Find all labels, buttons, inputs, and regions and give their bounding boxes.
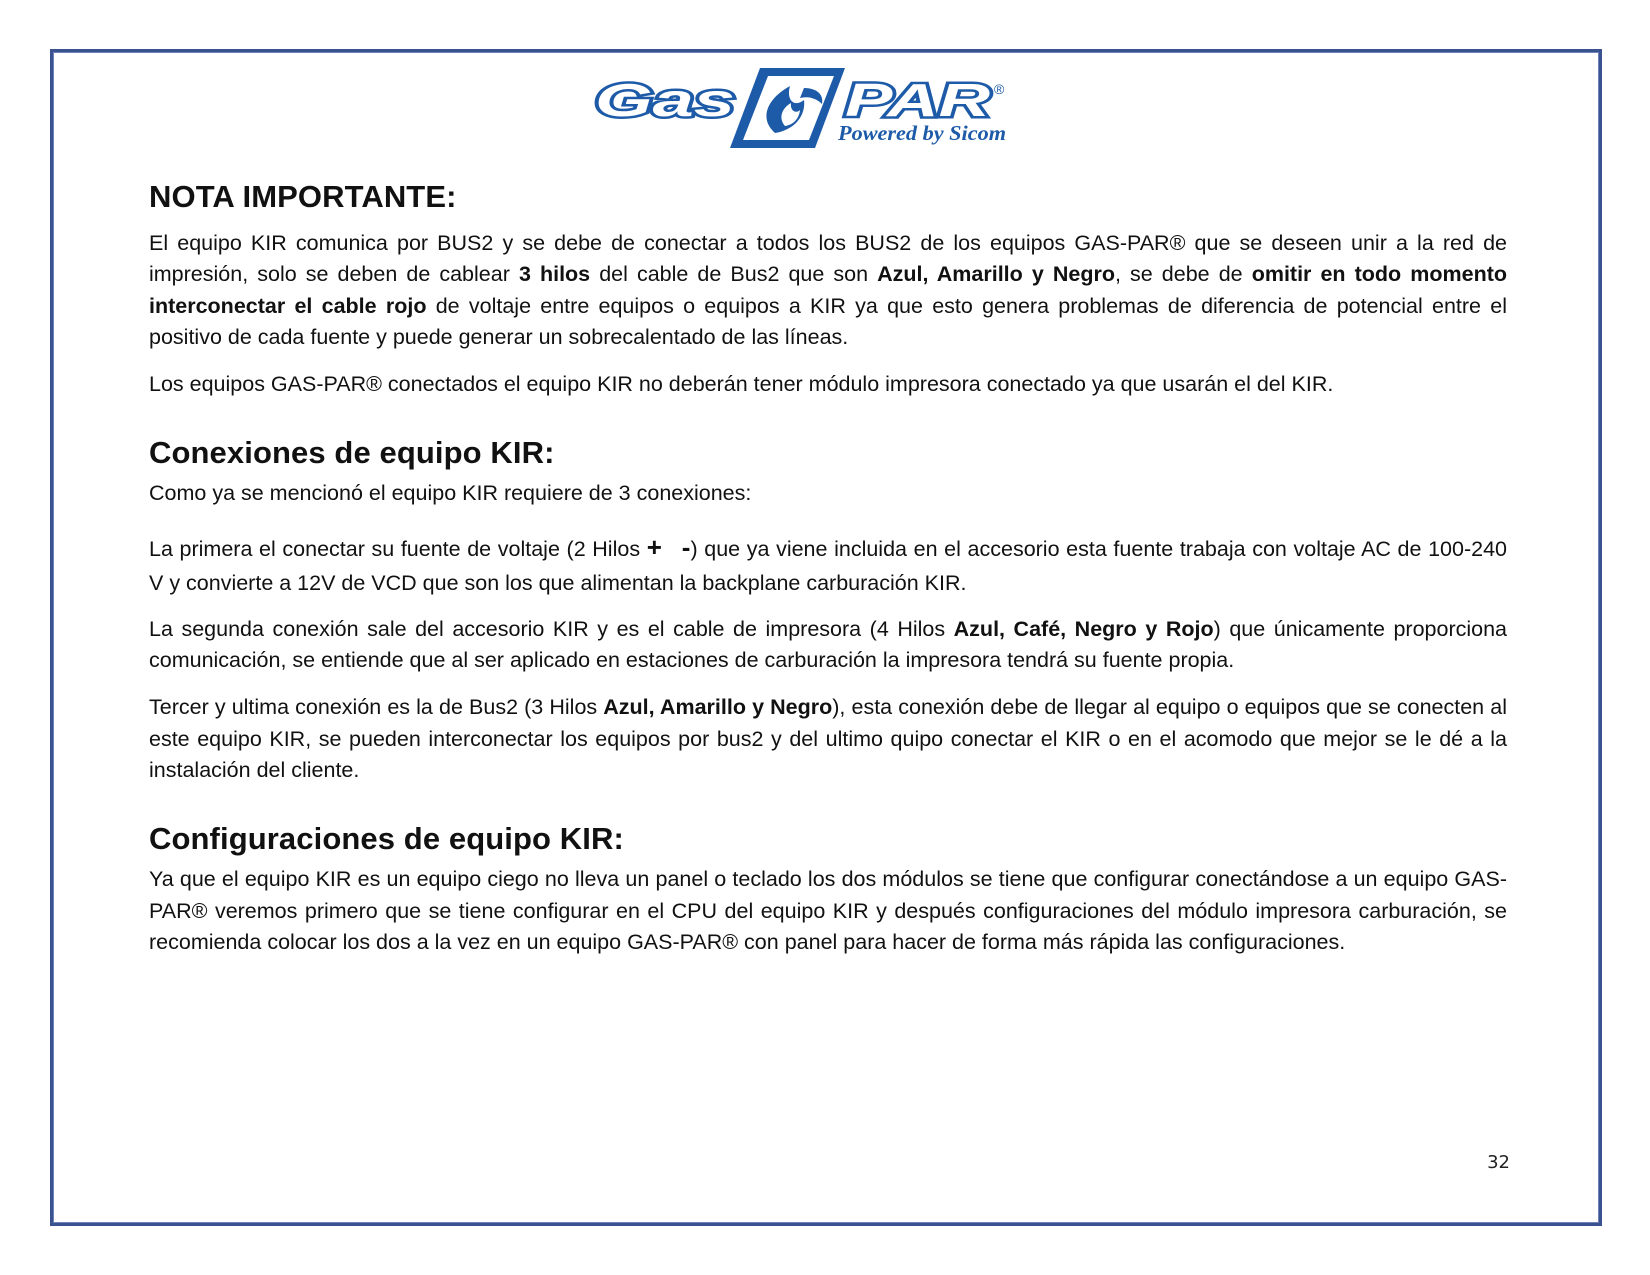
heading-nota-importante: NOTA IMPORTANTE: [149,179,457,214]
logo-word-par: PAR [845,74,990,126]
conexiones-intro: Como ya se mencionó el equipo KIR requiere de 3 conexiones: [149,481,752,506]
configuraciones-paragraph-1: Ya que el equipo KIR es un equipo ciego no lleva un panel o teclado los dos módulos se tiene que configurar conectándose a un equipo GAS-PAR® veremos primero que se tiene configurar en el CPU del equipo KIR y después configuraciones del módulo impresora carburación, se recomienda colocar los dos a la vez en un equipo GAS-PAR® con panel para hacer de forma más rápida las configuraciones. [149,867,1507,954]
page-number: 32 [1487,1152,1510,1173]
logo-word-gas: Gas [595,74,735,126]
gaspar-logo [590,58,1065,158]
logo-registered: ® [994,81,1005,97]
minus-sign: - [681,531,691,562]
page-content [149,178,1507,958]
flame-leaf-icon [730,68,845,148]
conexiones-paragraph-1: La primera el conectar su fuente de voltaje (2 Hilos + -) que ya viene incluida en el accesorio esta fuente trabaja con voltaje AC de 100-240 V y convierte a 12V de VCD que son los que alimentan la backplane carburación KIR. [149,531,1508,595]
nota-paragraph-2: Los equipos GAS-PAR® conectados el equipo KIR no deberán tener módulo impresora conectado ya que usarán el del KIR. [149,372,1334,397]
logo-tagline: Powered by Sicom [836,121,1006,145]
conexiones-paragraph-3: Tercer y ultima conexión es la de Bus2 (3 Hilos Azul, Amarillo y Negro), esta conexión debe de llegar al equipo o equipos que se conecten al este equipo KIR, se pueden interconectar los equipos por bus2 y del ultimo quipo conectar el KIR o en el acomodo que mejor se le dé a la instalación del cliente. [149,695,1507,782]
nota-paragraph-1: El equipo KIR comunica por BUS2 y se debe de conectar a todos los BUS2 de los equipos GAS-PAR® que se deseen unir a la red de impresión, solo se deben de cablear 3 hilos del cable de Bus2 que son Azul, Amarillo y Negro, se debe de omitir en todo momento interconectar el cable rojo de voltaje entre equipos o equipos a KIR ya que esto genera problemas de diferencia de potencial entre el positivo de cada fuente y puede generar un sobrecalentado de las líneas. [149,231,1508,349]
conexiones-paragraph-2: La segunda conexión sale del accesorio KIR y es el cable de impresora (4 Hilos Azul, Café, Negro y Rojo) que únicamente proporciona comunicación, se entiende que al ser aplicado en estaciones de carburación la impresora tendrá su fuente propia. [149,616,1507,673]
heading-configuraciones: Configuraciones de equipo KIR: [149,821,624,857]
heading-conexiones: Conexiones de equipo KIR: [149,435,555,471]
plus-sign: + [646,531,662,562]
